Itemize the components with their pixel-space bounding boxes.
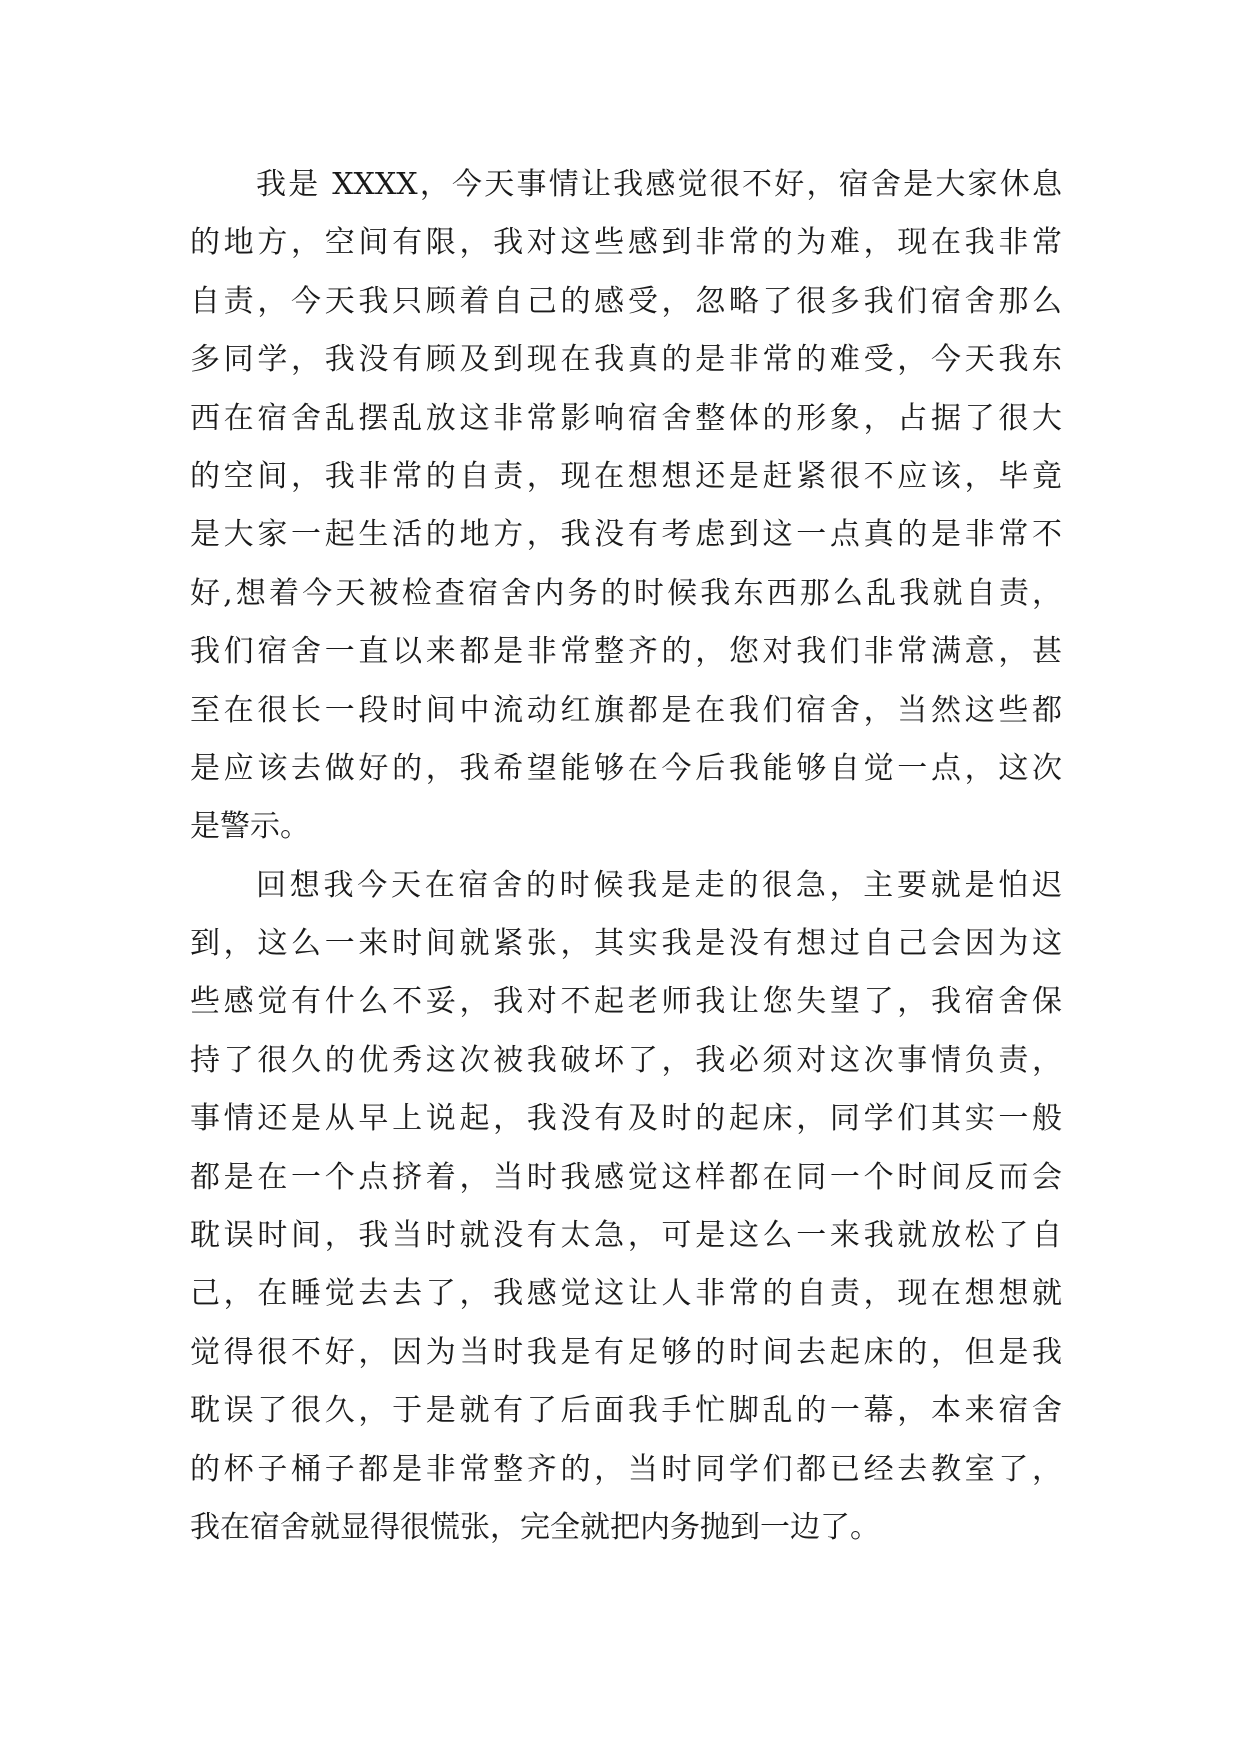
paragraph-line: 耽误了很久，于是就有了后面我手忙脚乱的一幕，本来宿舍 (190, 1393, 1062, 1429)
paragraph-line: 己，在睡觉去去了，我感觉这让人非常的自责，现在想想就 (190, 1276, 1062, 1312)
paragraph-line: 西在宿舍乱摆乱放这非常影响宿舍整体的形象，占据了很大 (190, 400, 1062, 436)
paragraph-line: 的杯子桶子都是非常整齐的，当时同学们都已经去教室了， (190, 1451, 1062, 1487)
paragraph-line: 我是 XXXX，今天事情让我感觉很不好，宿舍是大家休息 (256, 167, 1062, 202)
paragraph-2 (190, 857, 1062, 1558)
paragraph-line: 自责，今天我只顾着自己的感受，忽略了很多我们宿舍那么 (190, 283, 1062, 319)
paragraph-line: 都是在一个点挤着，当时我感觉这样都在同一个时间反而会 (190, 1159, 1062, 1195)
paragraph-line: 我在宿舍就显得很慌张，完全就把内务抛到一边了。 (190, 1509, 880, 1545)
paragraph-line: 我们宿舍一直以来都是非常整齐的，您对我们非常满意，甚 (190, 634, 1062, 670)
paragraph-line: 至在很长一段时间中流动红旗都是在我们宿舍，当然这些都 (190, 692, 1062, 728)
document-body (190, 156, 1062, 1557)
paragraph-line: 耽误时间，我当时就没有太急，可是这么一来我就放松了自 (190, 1218, 1062, 1254)
paragraph-line: 好,想着今天被检查宿舍内务的时候我东西那么乱我就自责， (190, 575, 1062, 611)
paragraph-line: 是应该去做好的，我希望能够在今后我能够自觉一点，这次 (190, 750, 1062, 786)
paragraph-line: 觉得很不好，因为当时我是有足够的时间去起床的，但是我 (190, 1334, 1062, 1370)
paragraph-line: 的地方，空间有限，我对这些感到非常的为难，现在我非常 (190, 225, 1062, 261)
paragraph-line: 的空间，我非常的自责，现在想想还是赶紧很不应该，毕竟 (190, 458, 1062, 494)
paragraph-1 (190, 156, 1062, 857)
paragraph-line: 是警示。 (190, 809, 310, 845)
paragraph-line: 些感觉有什么不妥，我对不起老师我让您失望了，我宿舍保 (190, 984, 1062, 1020)
paragraph-line: 事情还是从早上说起，我没有及时的起床，同学们其实一般 (190, 1101, 1062, 1137)
paragraph-line: 是大家一起生活的地方，我没有考虑到这一点真的是非常不 (190, 517, 1062, 553)
paragraph-line: 回想我今天在宿舍的时候我是走的很急，主要就是怕迟 (256, 867, 1062, 903)
paragraph-line: 持了很久的优秀这次被我破坏了，我必须对这次事情负责， (190, 1042, 1062, 1078)
paragraph-line: 多同学，我没有顾及到现在我真的是非常的难受，今天我东 (190, 342, 1062, 378)
paragraph-line: 到，这么一来时间就紧张，其实我是没有想过自己会因为这 (190, 926, 1062, 962)
